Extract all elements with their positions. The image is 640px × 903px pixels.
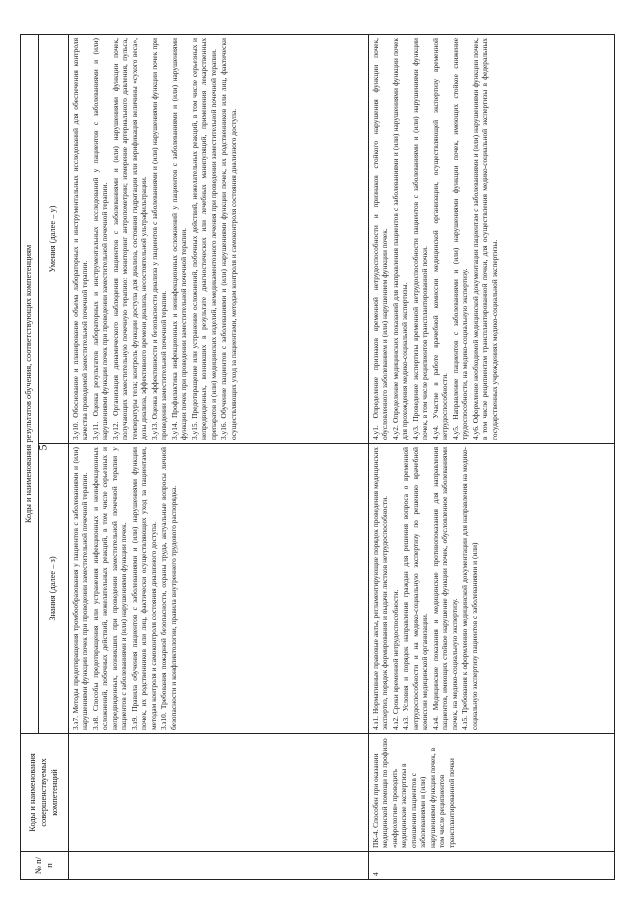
list-item: 4.з1. Нормативные правовые акты, регламентирующие порядок проведения медицинских экспертиз, порядок формирования и выдачи листков нетрудоспособности.: [371, 447, 390, 730]
list-item: 4.з5. Требования к оформлению медицинской документации для направления на медико-социальную экспертизу пациентов с заболеваниями и (или): [460, 447, 479, 730]
list-item: 4.з4. Медицинские показания и медицинские противопоказания для направления пациентов, имеющих стойкое нарушение функции почек, обусловленное заболеваниями почек, на медико-социальную экспертизу.: [430, 447, 459, 730]
table-row: [69, 34, 369, 879]
header-knowledge: Знания (далее – з): [39, 444, 69, 734]
list-item: 4.з2. Сроки временной нетрудоспособности.: [390, 589, 400, 730]
list-item: 3.у15. Предотвращение или устранение осложнений, побочных действий, нежелательных реакций, в том числе серьезных и непредвиденных, возникших в результате диагностических или лечебных манипуляций, применения лекарственных препаратов и (или) медицинских изделий, немедикаментозного лечения при проведении заместительной почечной терапии.: [189, 37, 218, 440]
row-knowledge: [369, 444, 615, 734]
list-item: 3.у11. Оценка результатов лабораторных и инструментальных исследований у пациентов с заболеваниями и (или) нарушениями функции почек при проведении заместительной почечной терапии.: [90, 37, 110, 440]
row-competence: ПК-4. Способен при оказании медицинской помощи по профилю «нефрология» проводить медицинские экспертизы в отношении пациентов с заболеваниями и (или) нарушениями функции почек, в том числе реципиентов трансплантированной почки: [369, 734, 615, 852]
rotated-table-container: [20, 35, 615, 880]
header-skills: Умения (далее – у): [39, 34, 69, 443]
list-item: 3.у14. Профилактика инфекционных и неинфекционных осложнений у пациентов с заболеваниями и (или) нарушениями функции почек при проведении заместительной почечной терапии.: [169, 37, 189, 440]
list-item: 3.з10. Требования пожарной безопасности, охраны труда, актуальные вопросы личной безопасности и конфликтологии, правила внутреннего трудового распорядка.: [159, 447, 178, 730]
row-skills: [69, 34, 369, 443]
list-item: 3.у16. Обучение пациентов с заболеваниями и (или) нарушениями функции почек, их родственников или лиц, фактически осуществляющих уход за пациентами, методам контроля и самоконтроля состояния диализного доступа.: [219, 37, 238, 440]
header-competence: Коды и наименования совершенствуемых компетенций: [21, 734, 69, 852]
row-knowledge: [69, 444, 369, 734]
list-item: 4.у6. Оформление необходимой медицинской документации пациентам с заболеваниями и (или) нарушениями функции почек, в том числе реципиентам трансплантированной почки, для осуществления медико-социальной экспертизы в федеральных государственных учреждениях медико-социальной экспертизы.: [470, 37, 499, 440]
list-item: 3.з7. Методы предотвращения тромбообразования у пациентов с заболеваниями и (или) нарушениями функции почек при проведении заместительной почечной терапии.: [71, 447, 90, 730]
list-item: 3.з8. Способы предотвращения или устранения инфекционных и неинфекционных осложнений, побочных действий, нежелательных реакций, в том числе серьезных и непредвиденных, возникших при проведении заместительной почечной терапии у пациентов с заболеваниями и (или) нарушениями функции почек.: [90, 447, 129, 730]
table-row: [369, 34, 615, 879]
list-item: 4.у3. Проведение экспертизы временной нетрудоспособности пациентов с заболеваниями и (или) нарушениями функции почек, в том числе реципиентов трансплантированной почки.: [410, 37, 430, 440]
list-item: 4.з3. Условия и порядок направления граждан для решения вопроса о временной нетрудоспособности и на медико-социальную экспертизу по решению врачебной комиссии медицинской организации.: [401, 447, 430, 730]
row-num: 4: [369, 852, 615, 880]
header-num: № п/п: [21, 852, 69, 880]
list-item: 4.у4. Участие в работе врачебной комиссии медицинской организации, осуществляющей экспертизу временной нетрудоспособности.: [430, 37, 450, 440]
list-item: 3.у12. Организация динамического наблюдения пациентов с заболеваниями и (или) нарушениями функции почек, получающих заместительную почечную терапию: мониторинг антропометрии; измерение артериального давления, пульса, температуры тела; контроль функции доступа для диализа, состояния гидратации или верификация величины «сухого веса», дозы диализа, эффективного времени диализа, несостоятельной ультрафильтрации.: [110, 37, 149, 440]
list-item: 3.у10. Обоснование и планирование объема лабораторных и инструментальных исследований для обеспечения контроля качества проводимой заместительной почечной терапии.: [71, 37, 90, 440]
header-results-group: Коды и наименования результатов обучения, соответствующих компетенциям: [21, 34, 39, 733]
row-num: [69, 852, 369, 880]
page-number: 5: [35, 444, 50, 451]
list-item: 4.у2. Определение медицинских показаний для направления пациентов с заболеваниями и (или) нарушениями функции почек для прохождения медико-социальной экспертизы.: [390, 37, 410, 440]
list-item: 4.у5. Направление пациентов с заболеваниями и (или) нарушениями функции почек, имеющих стойкое снижение трудоспособности, на медико-социальную экспертизу.: [450, 37, 470, 440]
list-item: 3.у13. Оценка эффективности и безопасности диализа у пациентов с заболеваниями и (или) нарушениями функции почек при проведении заместительной почечной терапии.: [149, 37, 169, 440]
competence-table: [20, 34, 615, 880]
row-competence: [69, 734, 369, 852]
list-item: 3.з9. Правила обучения пациентов с заболеваниями и (или) нарушениями функции почек, их родственников или лиц, фактически осуществляющих уход за пациентами, методам контроля и самоконтроля состояния диализного доступа.: [129, 447, 158, 730]
row-skills: [369, 34, 615, 443]
list-item: 4.у1. Определение признаков временной нетрудоспособности и признаков стойкого нарушения функции почек, обусловленного заболеванием и (или) нарушением функции почек.: [371, 37, 390, 440]
